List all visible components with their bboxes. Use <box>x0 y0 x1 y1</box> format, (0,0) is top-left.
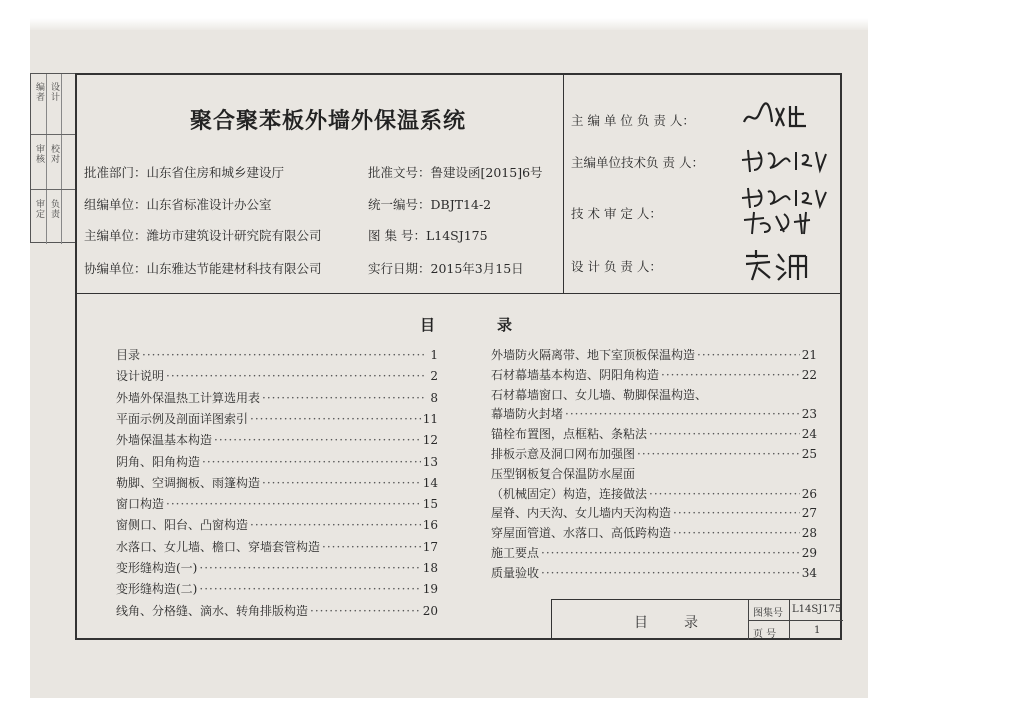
toc-entry-page: 23 <box>801 407 817 422</box>
toc-leader-dots <box>541 566 800 580</box>
signature-graphic <box>740 100 810 132</box>
toc-heading-right: 录 <box>497 316 513 334</box>
document-title: 聚合聚苯板外墙外保温系统 <box>190 109 467 134</box>
strip-label: 校对 <box>49 144 59 164</box>
signature-graphic <box>740 146 830 176</box>
toc-leader-dots <box>322 540 421 554</box>
signature-2 <box>740 146 830 180</box>
strip-label: 审定 <box>34 199 44 219</box>
toc-entry-page: 34 <box>801 565 817 580</box>
toc-entry <box>116 580 438 597</box>
toc-entry <box>491 366 817 383</box>
toc-entry-label: 石材幕墙基本构造、阴阳角构造 <box>491 367 660 382</box>
approval-doc-no: 批准文号：鲁建设函[2015]6号 <box>368 165 543 180</box>
toc-leader-dots <box>250 518 421 532</box>
toc-entry-label: 水落口、女儿墙、檐口、穿墙套管构造 <box>116 539 321 554</box>
toc-entry-page: 28 <box>801 526 817 541</box>
effective-date: 实行日期：2015年3月15日 <box>368 261 524 276</box>
toc-leader-dots <box>697 348 800 362</box>
signature-1 <box>740 100 810 136</box>
toc-entry-page: 17 <box>422 539 438 554</box>
toc-entry-label: 阴角、阳角构造 <box>116 454 201 469</box>
toc-entry <box>116 559 438 576</box>
toc-heading-left: 目 <box>420 316 436 334</box>
toc-entry-label: 线角、分格缝、滴水、转角排版构造 <box>116 603 309 618</box>
toc-entry-label: 穿屋面管道、水落口、高低跨构造 <box>491 526 672 541</box>
toc-entry-page: 14 <box>422 475 438 490</box>
page-label: 页 号 <box>753 629 777 640</box>
toc-entry-page: 25 <box>801 447 817 461</box>
toc-entry <box>491 425 817 442</box>
toc-entry-page: 21 <box>801 348 817 362</box>
strip-divider <box>46 74 47 244</box>
strip-divider <box>31 189 76 190</box>
toc-entry-label: 外墙防火隔离带、地下室顶板保温构造 <box>491 348 696 362</box>
title-block-name-left: 目 <box>634 615 648 631</box>
toc-entry-page: 2 <box>430 369 438 384</box>
toc-entry-page: 12 <box>422 433 438 448</box>
strip-divider <box>31 134 76 135</box>
toc-entry <box>116 474 438 491</box>
toc-entry <box>491 346 817 363</box>
signature-graphic <box>740 186 830 236</box>
toc-entry-page: 18 <box>422 561 438 575</box>
responsible-label-design: 设 计 负 责 人： <box>571 259 662 274</box>
toc-entry <box>116 431 438 448</box>
toc-leader-dots <box>673 526 800 540</box>
toc-entry <box>491 465 817 482</box>
toc-entry-label: 幕墙防火封堵 <box>491 407 564 422</box>
toc-leader-dots <box>199 561 420 575</box>
toc-leader-dots <box>199 582 420 596</box>
toc-entry-label: 窗口构造 <box>116 497 165 512</box>
toc-entry <box>116 346 438 363</box>
toc-entry <box>491 504 817 521</box>
toc-entry <box>116 410 438 427</box>
toc-leader-dots <box>214 433 421 447</box>
responsible-label-review: 技 术 审 定 人： <box>571 206 662 221</box>
toc-entry <box>116 602 438 619</box>
responsible-label-tech: 主编单位技术负 责 人： <box>571 155 704 170</box>
toc-entry-label: 变形缝构造(一) <box>116 561 198 575</box>
toc-entry-label: 外墙外保温热工计算选用表 <box>116 390 261 405</box>
toc-entry <box>116 453 438 470</box>
header-divider <box>75 293 842 294</box>
toc-entry-label: 屋脊、内天沟、女儿墙内天沟构造 <box>491 506 672 521</box>
toc-entry <box>491 485 817 502</box>
toc-entry-page: 19 <box>422 582 438 597</box>
toc-entry-page: 15 <box>422 497 438 512</box>
toc-leader-dots <box>649 487 800 501</box>
toc-entry-label: （机械固定）构造，连接做法 <box>491 486 648 501</box>
unified-code: 统一编号：DBJT14-2 <box>368 197 492 212</box>
chief-unit: 主编单位：潍坊市建筑设计研究院有限公司 <box>84 228 322 243</box>
toc-leader-dots <box>310 604 421 618</box>
toc-entry <box>116 538 438 555</box>
header-divider <box>563 73 564 294</box>
toc-leader-dots <box>250 412 421 426</box>
toc-entry-label: 平面示例及剖面详图索引 <box>116 411 249 426</box>
atlas-label: 图集号 <box>753 608 783 619</box>
toc-leader-dots <box>637 447 800 461</box>
toc-leader-dots <box>661 368 800 382</box>
toc-entry-label: 质量验收 <box>491 565 540 580</box>
signature-4 <box>740 248 810 288</box>
toc-leader-dots <box>166 369 424 383</box>
strip-label: 审核 <box>34 144 44 164</box>
toc-entry-label: 窗侧口、阳台、凸窗构造 <box>116 518 249 533</box>
toc-entry-page: 11 <box>422 411 438 426</box>
toc-entry <box>116 389 438 406</box>
toc-entry <box>116 367 438 384</box>
toc-entry-page: 8 <box>430 390 438 405</box>
toc-entry-label: 变形缝构造(二) <box>116 582 198 597</box>
toc-leader-dots <box>262 476 421 490</box>
toc-leader-dots <box>541 546 800 560</box>
toc-leader-dots <box>673 506 800 520</box>
toc-entry-label: 目录 <box>116 348 141 362</box>
toc-entry-page: 27 <box>801 506 817 521</box>
toc-entry-page: 16 <box>422 518 438 533</box>
approval-side-strip <box>30 73 75 243</box>
toc-entry <box>491 564 817 581</box>
signature-graphic <box>740 248 810 284</box>
toc-entry-label: 锚栓布置图，点框粘、条粘法 <box>491 427 648 442</box>
toc-entry-label: 勒脚、空调搁板、雨篷构造 <box>116 475 261 490</box>
toc-entry-label: 排板示意及洞口网布加强图 <box>491 447 636 461</box>
title-block-name-right: 录 <box>684 615 698 631</box>
toc-leader-dots <box>649 427 800 441</box>
toc-entry <box>491 386 817 403</box>
toc-leader-dots <box>142 348 424 362</box>
toc-entry-page: 20 <box>422 603 438 618</box>
strip-divider <box>61 74 62 244</box>
strip-label: 设计 <box>49 82 59 102</box>
toc-entry <box>491 405 817 422</box>
toc-entry <box>491 544 817 561</box>
atlas-number: 图 集 号：L14SJ175 <box>368 228 488 243</box>
responsible-label-chief: 主 编 单 位 负 责 人： <box>571 113 695 128</box>
toc-entry-page: 1 <box>430 348 438 362</box>
toc-leader-dots <box>166 497 421 511</box>
toc-entry-label: 外墙保温基本构造 <box>116 433 213 448</box>
co-editing-unit: 协编单位：山东雅达节能建材科技有限公司 <box>84 261 322 276</box>
title-block-divider <box>748 620 843 621</box>
toc-entry-label: 设计说明 <box>116 369 165 384</box>
toc-entry <box>491 524 817 541</box>
strip-label: 编者 <box>34 82 44 102</box>
toc-entry-page: 26 <box>801 486 817 501</box>
toc-entry <box>116 516 438 533</box>
toc-entry-label: 石材幕墙窗口、女儿墙、勒脚保温构造、 <box>491 387 708 402</box>
toc-entry-label: 施工要点 <box>491 546 540 560</box>
toc-leader-dots <box>202 455 421 469</box>
strip-label: 负责 <box>49 199 59 219</box>
toc-entry-label: 压型钢板复合保温防水屋面 <box>491 466 636 481</box>
toc-entry-page: 22 <box>801 367 817 382</box>
approval-dept: 批准部门：山东省住房和城乡建设厅 <box>84 165 285 180</box>
signature-3 <box>740 186 830 240</box>
toc-entry-page: 29 <box>801 546 817 560</box>
toc-entry <box>491 445 817 462</box>
toc-entry-page: 24 <box>801 427 817 442</box>
atlas-value: L14SJ175 <box>792 604 842 615</box>
toc-entry <box>116 495 438 512</box>
toc-entry-page: 13 <box>422 454 438 469</box>
title-block <box>551 599 842 640</box>
page-value: 1 <box>814 625 821 636</box>
compiling-unit: 组编单位：山东省标准设计办公室 <box>84 197 272 212</box>
toc-leader-dots <box>565 407 800 421</box>
toc-leader-dots <box>262 391 424 405</box>
